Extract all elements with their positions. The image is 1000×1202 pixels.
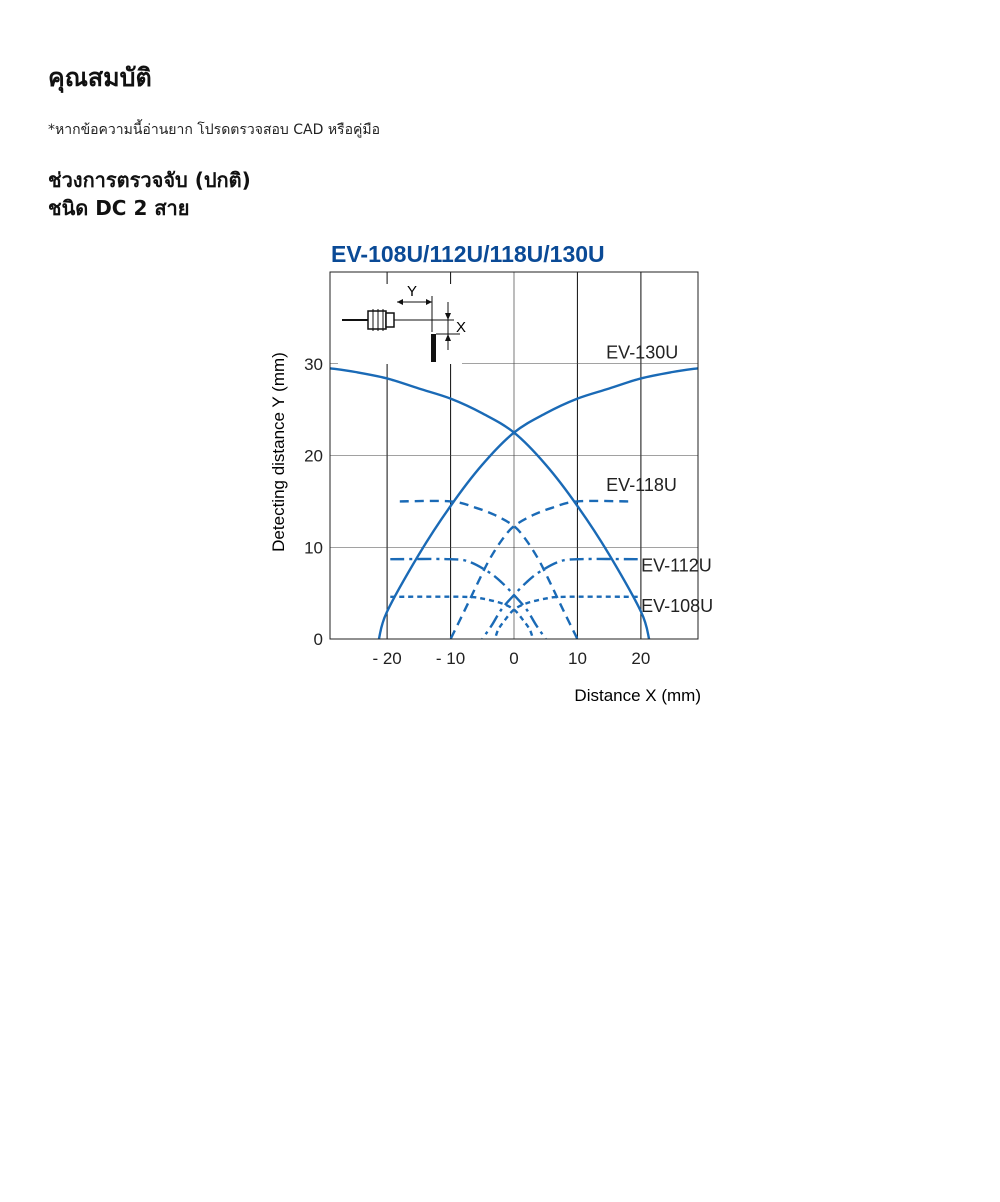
y-tick-label: 0 xyxy=(313,630,323,649)
series-label-ev-118u: EV-118U xyxy=(606,474,677,495)
readability-note: *หากข้อความนี้อ่านยาก โปรดตรวจสอบ CAD หรือคู่มือ xyxy=(48,122,380,138)
x-tick-label: 10 xyxy=(567,649,587,668)
series-label-ev-108u: EV-108U xyxy=(641,595,714,616)
sensor-diagram-inset xyxy=(338,283,466,364)
series-line-ev-112u xyxy=(390,559,545,639)
y-tick-label: 30 xyxy=(304,354,323,374)
series-line-ev-118u xyxy=(451,501,629,639)
inset-background xyxy=(338,284,462,364)
inset-y-label: Y xyxy=(407,283,418,300)
y-tick-label: 20 xyxy=(304,446,323,466)
section-title-line1: ช่วงการตรวจจับ (ปกติ) xyxy=(48,168,251,192)
series-line-ev-118u xyxy=(400,501,578,639)
series-label-ev-130u: EV-130U xyxy=(606,342,679,363)
page-title: คุณสมบัติ xyxy=(48,63,152,92)
series-line-ev-112u xyxy=(482,559,637,639)
x-tick-label: 0 xyxy=(509,649,519,668)
section-title-line2: ชนิด DC 2 สาย xyxy=(48,196,190,220)
y-tick-label: 10 xyxy=(304,538,323,558)
x-tick-label: - 20 xyxy=(372,649,402,668)
y-axis-label: Detecting distance Y (mm) xyxy=(269,352,288,552)
tick-label-layer xyxy=(304,355,650,668)
series-line-ev-130u xyxy=(330,368,649,639)
x-tick-label: - 10 xyxy=(435,649,466,668)
sensor-head xyxy=(386,313,394,327)
x-axis-label: Distance X (mm) xyxy=(574,686,701,705)
x-tick-label: 20 xyxy=(631,649,651,668)
target-plate xyxy=(431,334,436,362)
inset-x-label: X xyxy=(456,319,467,336)
chart-title: EV-108U/112U/118U/130U xyxy=(331,241,605,267)
series-label-ev-112u: EV-112U xyxy=(641,555,712,576)
